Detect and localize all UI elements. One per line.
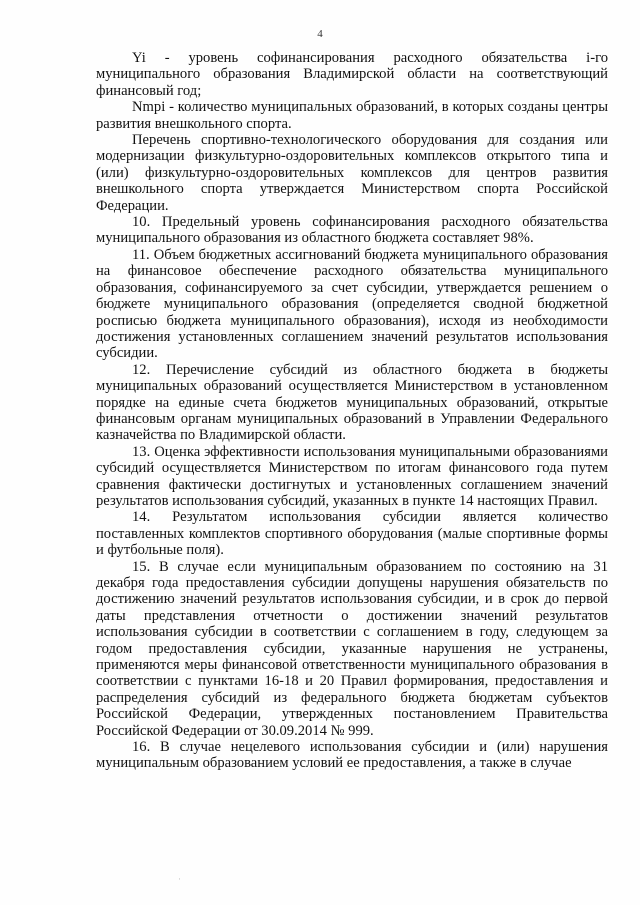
paragraph-clause-16: 16. В случае нецелевого использования субсидии и (или) нарушения муниципальным образованием условий ее предоставления, а также в случае	[96, 739, 608, 772]
paragraph-clause-13: 13. Оценка эффективности использования муниципальными образованиями субсидий осуществляется Министерством по итогам финансового года путем сравнения фактически достигнутых и установленных соглашением значений результатов использования субсидий, указанных в пункте 14 настоящих Правил.	[96, 443, 608, 509]
paragraph-yi-definition: Yi - уровень софинансирования расходного обязательства i-го муниципального образования Владимирской области на соответствующий финансовый год;	[96, 50, 608, 99]
paragraph-equipment-list: Перечень спортивно-технологического оборудования для создания или модернизации физкультурно-оздоровительных комплексов открытого типа и (или) физкультурно-оздоровительных комплексов для центров развития внешкольного спорта утверждается Министерством спорта Российской Федерации.	[96, 132, 608, 214]
page-number: 4	[317, 28, 323, 40]
paragraph-clause-14: 14. Результатом использования субсидии является количество поставленных комплектов спортивного оборудования (малые спортивные формы и футбольные поля).	[96, 509, 608, 559]
paragraph-clause-11: 11. Объем бюджетных ассигнований бюджета муниципального образования на финансовое обеспечение расходного обязательства муниципального образования, софинансируемого за счет субсидии, утверждается решением о бюджете муниципального образования (определяется сводной бюджетной росписью бюджета муниципального образования), исходя из необходимости достижения установленных соглашением значений результатов использования субсидии.	[96, 246, 608, 362]
paragraph-nmpi-definition: Nmpi - количество муниципальных образований, в которых созданы центры развития внешкольного спорта.	[96, 99, 608, 132]
scan-artifact-mark: ·	[178, 874, 181, 884]
paragraph-clause-15: 15. В случае если муниципальным образованием по состоянию на 31 декабря года предоставления субсидии допущены нарушения обязательств по достижению значений результатов использования субсидии, и в срок до первой даты представления отчетности о достижении значений результатов использования субсидии в соответствии с соглашением в году, следующем за годом предоставления субсидии, указанные нарушения не устранены, применяются меры финансовой ответственности муниципального образования в соответствии с пунктами 16-18 и 20 Правил формирования, предоставления и распределения субсидий из федерального бюджета бюджетам субъектов Российской Федерации, утвержденных постановлением Правительства Российской Федерации от 30.09.2014 № 999.	[96, 558, 608, 739]
paragraph-clause-10: 10. Предельный уровень софинансирования расходного обязательства муниципального образования из областного бюджета составляет 98%.	[96, 214, 608, 247]
document-body	[96, 50, 608, 772]
paragraph-clause-12: 12. Перечисление субсидий из областного бюджета в бюджеты муниципальных образований осуществляется Министерством в установленном порядке на единые счета бюджетов муниципальных образований, открытые финансовым органам муниципальных образований в Управлении Федерального казначейства по Владимирской области.	[96, 361, 608, 444]
